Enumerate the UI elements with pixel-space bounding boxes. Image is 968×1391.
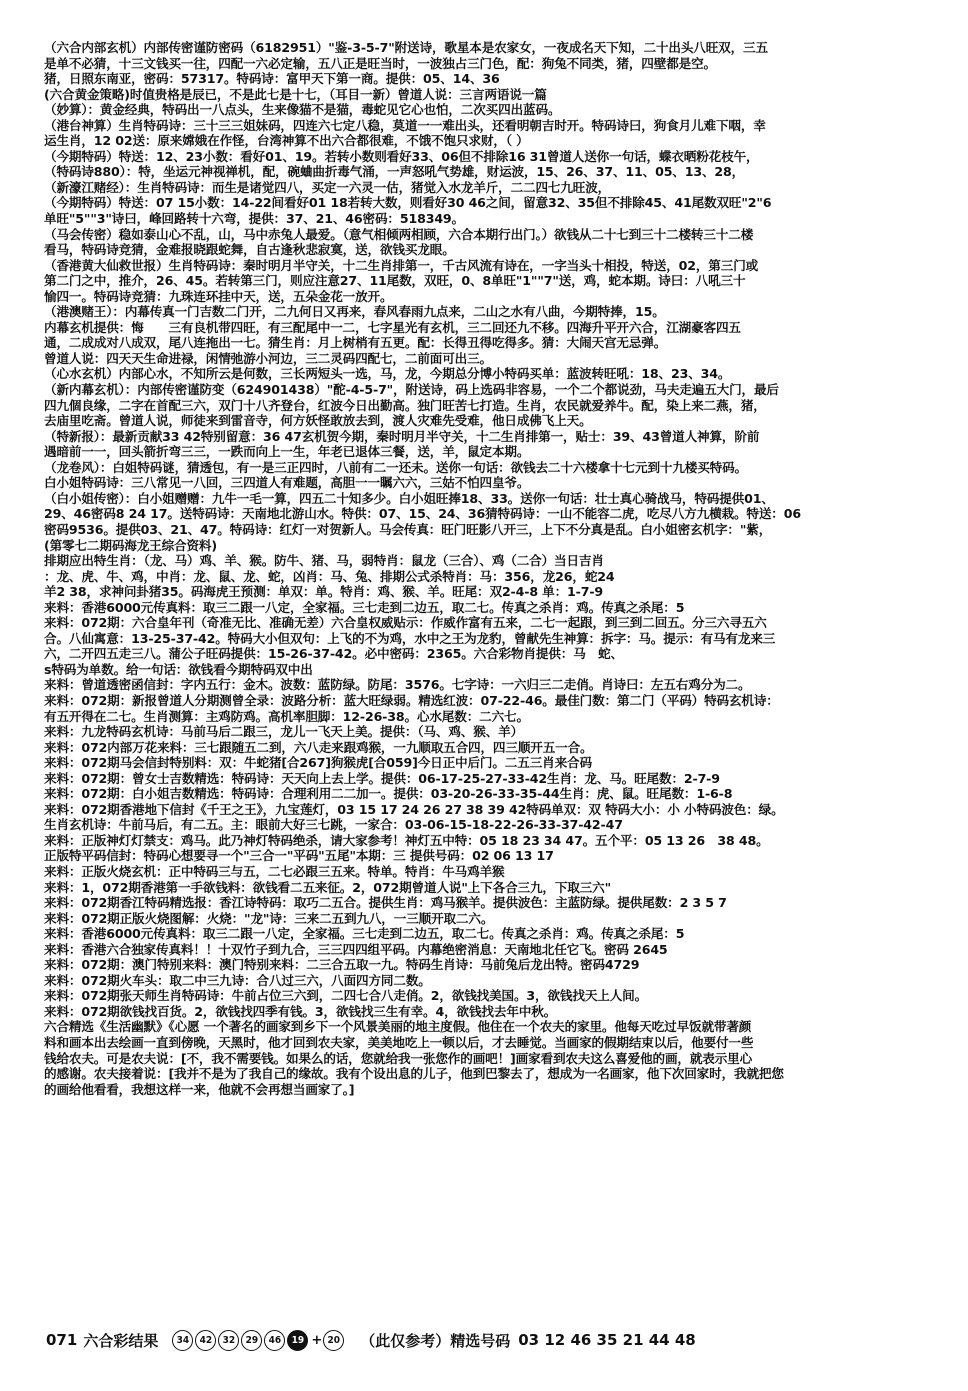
text-line: 来料：香港6000元传真料：取三二跟一八定，全家福。三七走到二边五，取二七。传真之杀肖：鸡。传真之杀尾：5 xyxy=(44,599,685,615)
text-line: 的画给他看看，我想这样一来，他就不会再想当画家了。] xyxy=(44,1081,355,1097)
text-line: （马会传密）稳如泰山心不乱，山，马中赤兔人最爱。（意气相倾两相顾，六合本期行出门。）欲钱从二十七到三十二楼转三十二楼 xyxy=(44,226,754,242)
text-line: 合。八仙寓意：13-25-37-42。特码大小但双句：上飞的不为鸡，水中之王为龙豹，曾献先生神算：拆字：马。提示：有马有龙来三 xyxy=(44,630,776,646)
text-line: 来料：072期：新报曾道人分期测曾全录：波路分析：蓝大旺绿弱。精选红波：07-22-46。最佳门数：第二门（平码）特码玄机诗： xyxy=(44,692,779,708)
text-line: 来料：九龙特码玄机诗：马前马后二跟三，龙儿一飞天上美。提供：（马、鸡、猴、羊） xyxy=(44,724,524,740)
text-line: 生肖玄机诗：牛前马后，有二五。主：眼前大好三七跳，一家合：03-06-15-18-22-26-33-37-42-47 xyxy=(44,817,623,833)
reference-note: （此仅参考）精选号码 xyxy=(360,1331,511,1350)
text-line: (第零七二期码海龙王综合资料) xyxy=(44,537,217,553)
text-line: 来料：072期欲钱找百货。2，欲钱找四季有钱。3，欲钱找三生有幸。4，欲钱找去年中秋。 xyxy=(44,1003,557,1019)
document-body xyxy=(44,40,934,1097)
text-line: 单旺"5""3"诗曰，峰回路转十六弯，提供：37、21、46密码：518349。 xyxy=(44,211,464,227)
text-line: 遇暗前一一，回头箭折弯三三，一跌而向上一生，年老已退体三餐，送，羊，鼠定本期。 xyxy=(44,444,530,460)
text-line: 来料：正版神灯灯禁支：鸡马。此乃神灯特码绝杀，请大家参考！神灯五中特：05 18 23 34 47。五个平：05 13 26 38 48。 xyxy=(44,832,769,848)
text-line: 来料：072期：六合皇年刊（奇准无比、准确无差）六合皇权威贴示：作威作富有五来，二七一起跟，到三到二回五。分三六寻五六 xyxy=(44,615,767,631)
text-line: 来料：072期香港地下信封《千王之王》，九宝莲灯，03 15 17 24 26 27 38 39 42特码单双：双 特码大小：小 小特码波色：绿。 xyxy=(44,801,784,817)
result-ball: 42 xyxy=(195,1330,216,1351)
text-line: 正版特平码信封：特码心想要寻一个"三合一"平码"五尾"本期：三 提供号码：02 06 13 17 xyxy=(44,848,554,864)
text-line: ：龙、虎、牛、鸡，中肖：龙、鼠、龙、蛇，凶肖：马、兔、排期公式杀特肖：马：356，龙26，蛇24 xyxy=(44,568,615,584)
text-line: 曾道人说：四天天生命进禄，闲情弛游小河边，三二灵码四配七，二前面可出三。 xyxy=(44,350,492,366)
text-line: 来料：072期：曾女士吉数精选：特码诗：天天向上去上学。提供：06-17-25-27-33-42生肖：龙、马。旺尾数：2-7-9 xyxy=(44,770,720,786)
results-footer xyxy=(46,1326,936,1354)
text-line: （港台神算）生肖特码诗：三十三三姐妹码，四连六七定八稳，莫道一一难出头，还看明朝吉时开。特码诗曰，狗食月儿难下咽，幸 xyxy=(44,117,766,133)
text-line: （新濠江赌经）：生肖特码诗：而生是诸觉四八，买定一六灵一估，猪觉入水龙羊斤，二二四七九旺波， xyxy=(44,179,611,195)
text-line: （心水玄机）内部心水，不知所云是何数，三长两短头一选，马，龙，今期总分博小特码买单：蓝波转旺吼：18、23、34。 xyxy=(44,366,731,382)
text-line: （六合内部玄机）内部传密谨防密码（6182951）"鉴-3-5-7"附送诗，歌星本是农家女，一夜成名天下知，二十出头八旺双，三五 xyxy=(44,40,768,55)
text-line: 来料：1，072期香港第一手欲钱料：欲钱看二五来征。2，072期曾道人说"上下各合三九，下取三六" xyxy=(44,879,612,895)
text-line: 白小姐特码诗：三八常见一八回，三四道人有难题，高胆一一瞩六六，三姑不怕四皇爷。 xyxy=(44,475,530,491)
result-ball: 19 xyxy=(287,1330,308,1351)
text-line: 有五开得在二七。生肖测算：主鸡防鸡。高机率胆脚：12-26-38。心水尾数：二六七。 xyxy=(44,708,529,724)
plus-sign: + xyxy=(311,1332,323,1348)
text-line: （龙卷风）：白姐特码谜，猜透包，有一是三正四时，八前有二一还未。送你一句话：欲钱去二十六楼拿十七元到十九楼买特码。 xyxy=(44,459,747,475)
text-line: （妙算）：黄金经典，特码出一八点头，生来像猫不是猫，毒蛇见它心也怕，二次买四出蓝码。 xyxy=(44,102,561,118)
text-line: 通，二成成对八成双，尾八连拖出一七。猜生肖：月上树梢有五更。配：长得丑得吃得多。猜：大闹天宫无忌弹。 xyxy=(44,335,667,351)
special-ball: 20 xyxy=(323,1330,344,1351)
text-line: 内幕玄机提供：悔 三有良机带四旺，有三配尾中一二，七字星光有玄机，三二回还九不移。四海升平开六合，江湖豪客四五 xyxy=(44,319,741,335)
result-ball: 46 xyxy=(264,1330,285,1351)
text-line: (六合黄金策略)时值贵格是辰已，不是此七是十七，（耳目一新）曾道人说：三言两语说一篇 xyxy=(44,86,547,102)
result-balls xyxy=(172,1330,346,1351)
text-line: 来料：072期火车头：取二中三九诗：合八过三六，八面四方同二数。 xyxy=(44,972,431,988)
text-line: 来料：香港六合独家传真料！！十双竹子到九合，三三四四组平码。内幕绝密消息：天南地北任它飞。密码 2645 xyxy=(44,941,668,957)
text-line: 去庙里吃斋。曾道人说，师徒来到雷音寺，何方妖怪敢放去到，渡人灾难先受难，他日成佛飞上天。 xyxy=(44,413,592,429)
text-line: 来料：香港6000元传真料：取三二跟一八定，全家福。三七走到二边五，取二七。传真之杀肖：鸡。传真之杀尾：5 xyxy=(44,926,685,942)
text-line: 是单不必猜，十三文钱买一往，四配一六必定输，五八正是旺当时，一波独占三门色，配：狗兔不同类，猪，四壁都是空。 xyxy=(44,55,716,71)
text-line: 运生肖，12 02送：原来嫦娥在作怪，台湾神算不出六合都很难，不饿不饱只求财，（ ） xyxy=(44,133,529,149)
text-line: 29、46密码8 24 17。送特码诗：天南地北游山水。特供：07、15、24、36猜特码诗：一山不能容二虎，吃尽八方九横栽。特送：06 xyxy=(44,506,801,522)
text-line: 来料：072期正版火烧图解：火烧："龙"诗：三来二五到九八，一三顺开取二六。 xyxy=(44,910,494,926)
text-line: 四九個良缘，二字在首配三六，双门十八齐登台，红波今日出勤高。独门旺苦七打造。生肖，农民就爱养牛。配，染上来二燕，猪， xyxy=(44,397,766,413)
text-line: 看马，特码诗竞猜，金难报晓跟蛇舞，自古逢秋悲寂寞，送，欲钱买龙眼。 xyxy=(44,242,455,258)
text-line: （港澳赌王）：内幕传真一门吉数二门开，二九何日又再来，春风春雨九点来，二山之水有八曲，今期特捧，15。 xyxy=(44,304,665,320)
text-line: 密码9536。提供03、21、47。特码诗：红灯一对贺新人。马会传真：旺门旺影八开三，上下不分真是乱。白小姐密玄机字："紫， xyxy=(44,521,772,537)
text-line: 羊2 38，求神问卦猪35。码海虎王预测：单双：单。特肖：鸡、猴、羊。旺尾：双2-4-8 单：1-7-9 xyxy=(44,584,604,600)
result-ball: 29 xyxy=(241,1330,262,1351)
text-line: 来料：072期：白小姐吉数精选：特码诗：合理利用二二加一。提供：03-20-26-33-35-44生肖：虎、鼠。旺尾数：1-6-8 xyxy=(44,786,733,802)
text-line: 料和画本出去绘画一直到傍晚，天黑时，他才回到农夫家，美美地吃上一顿以后，才去睡觉。当画家的假期结束以后，他要付一些 xyxy=(44,1035,754,1050)
text-line: 六合精选《生活幽默》《心愿 一个著名的画家到乡下一个风景美丽的地主度假。他住在一个农夫的家里。他每天吃过早饭就带著颜 xyxy=(44,1019,752,1035)
result-ball: 32 xyxy=(218,1330,239,1351)
text-line: 来料：072内部万花来料：三七跟随五二到，六八走来跟鸡猴，一九顺取五合四，四三顺开五一合。 xyxy=(44,739,593,755)
text-line: （特码诗880）：特，坐运元神视禅机，配，碗蛐曲折毒气涌，一声怒吼气势雄，财运波，15、26、37、11、05、13、28， xyxy=(44,164,745,180)
text-line: 的感谢。农夫接着说：[我并不是为了我自己的缘故。我有个设出息的儿子，他到巴黎去了，想成为一名画家，他下次回家时，我就把您 xyxy=(44,1066,784,1082)
text-line: 来料：072期马会信封特别料：双：牛蛇猪[合267]狗猴虎[合059]今日正中后门。二五三肖来合码 xyxy=(44,755,592,771)
issue-number: 071 xyxy=(46,1331,78,1349)
text-line: 排期应出特生肖：（龙、马）鸡、羊、猴。防牛、猪、马，弱特肖：鼠龙（三合）、鸡（二合）当日吉肖 xyxy=(44,553,604,569)
text-line: 愉四一。特码诗竞猜：九珠连环挂中天，送，五朵金花一放开。 xyxy=(44,288,393,304)
text-line: 六，二开四五走三八。蒲公子旺码提供：15-26-37-42。必中密码：2365。六合彩物肖提供：马 蛇、 xyxy=(44,646,624,662)
text-line: 来料：072期：澳门特别来料：澳门特别来料：二三合五取一九。特码生肖诗：马前兔后龙出特。密码4729 xyxy=(44,957,640,973)
text-line: 来料：正版火烧玄机：正中特码三与五，二七必跟三五来。特单。特肖：牛马鸡羊猴 xyxy=(44,863,505,879)
text-line: （香港黄大仙救世报）生肖特码诗：秦时明月半守关，十二生肖排第一，千古风流有诗在，一字当头十相投，特送，02，第三门或 xyxy=(44,257,759,273)
text-line: （今期特码）特送：07 15小数：14-22间看好01 18若转大数，则看好30 46之间，留意32、35但不排除45、41尾数双旺"2"6 xyxy=(44,195,772,211)
text-line: 钱给农夫。可是农夫说：[不，我不需要钱。如果么的话，您就给我一张您作的画吧！]画家看到农夫这么喜爱他的画，就表示里心 xyxy=(44,1050,753,1066)
picked-numbers: 03 12 46 35 21 44 48 xyxy=(518,1331,696,1349)
result-ball: 34 xyxy=(172,1330,193,1351)
text-line: （今期特码）特送：12、23小数：看好01、19。若转小数则看好33、06但不排除16 31曾道人送你一句话，蝶衣晒粉花枝午， xyxy=(44,148,759,164)
text-line: 猪，日照东南亚，密码：57317。特码诗：富甲天下第一商。提供：05、14、36 xyxy=(44,71,500,87)
text-line: （特新报）：最新贡献33 42特别留意：36 47玄机贺今期，秦时明月半守关，十二生肖排第一，贴士：39、43曾道人神算，阶前 xyxy=(44,428,760,444)
results-label: 六合彩结果 xyxy=(83,1331,159,1350)
text-line: 第二门之中，推介，26、45。若转第三门，则应注意27、11尾数，双旺，0、8单旺"1""7"送，鸡，蛇本期。诗曰：八吼三十 xyxy=(44,273,746,289)
text-line: （白小姐传密）：白小姐赠赠：九牛一毛一算，四五二十知多少。白小姐旺捧18、33。送你一句话：壮士真心骑战马，特码提供01、 xyxy=(44,490,774,506)
text-line: 来料：072期香江特码精选报：香江诗特码：取巧二五合。提供生肖：鸡马猴羊。提供波色：主蓝防绿。提供尾数：2 3 5 7 xyxy=(44,895,727,911)
text-line: s特码为单数。给一句话：欲钱看今期特码双中出 xyxy=(44,661,313,677)
text-line: 来料：072期张天师生肖特码诗：牛前占位三六到，二四七合八走俏。2，欲钱找美国。3，欲钱找天上人间。 xyxy=(44,988,648,1004)
text-line: （新内幕玄机）：内部传密谨防变（624901438）"酡-4-5-7"，附送诗，码上选码非容易，一个二个都说劲，马夫走遍五大门，最后 xyxy=(44,382,779,398)
text-line: 来料：曾道透密函信封：字内五行：金木。波数：蓝防绿。防尾：3576。七字诗：一六归三二走俏。肖诗曰：左五右鸡分为二。 xyxy=(44,677,751,693)
